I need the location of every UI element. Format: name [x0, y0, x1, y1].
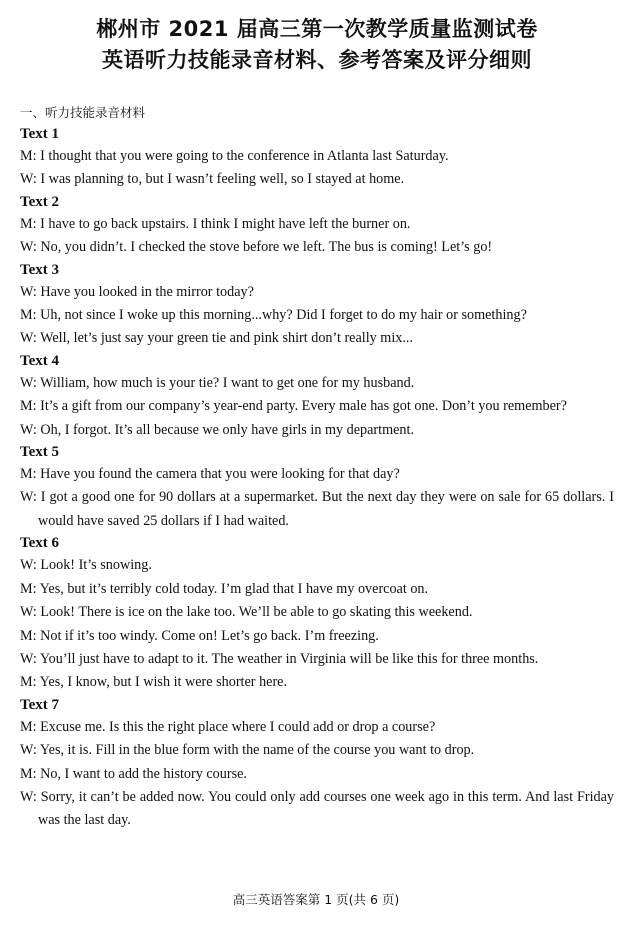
text-block	[20, 260, 614, 351]
text-heading: Text 7	[20, 696, 60, 713]
dialogue-line: W: Look! It’s snowing.	[20, 557, 152, 574]
text-block	[20, 351, 614, 442]
dialogue-line: M: I thought that you were going to the conference in Atlanta last Saturday.	[20, 148, 449, 164]
dialogue-line: W: Yes, it is. Fill in the blue form with the name of the course you want to drop.	[20, 742, 475, 759]
dialogue-line: W: Oh, I forgot. It’s all because we only have girls in my department.	[20, 421, 414, 438]
text-heading: Text 5	[20, 444, 60, 461]
text-heading: Text 1	[20, 126, 60, 142]
dialogue-line: W: Sorry, it can’t be added now. You could only add courses one week ago in this term. And last Friday was the last day.	[20, 788, 614, 829]
text-heading: Text 4	[20, 352, 60, 369]
dialogue-line: W: You’ll just have to adapt to it. The weather in Virginia will be like this for three months.	[20, 650, 539, 667]
transcript-body	[20, 124, 614, 833]
text-block	[20, 442, 614, 533]
text-block	[20, 124, 614, 192]
text-heading: Text 3	[20, 261, 60, 278]
text-block	[20, 695, 614, 833]
dialogue-line: M: Have you found the camera that you were looking for that day?	[20, 466, 400, 483]
dialogue-line: W: Well, let’s just say your green tie and pink shirt don’t really mix...	[20, 330, 414, 347]
dialogue-line: W: Have you looked in the mirror today?	[20, 283, 254, 300]
section-title: 一、听力技能录音材料	[20, 105, 146, 120]
dialogue-line: M: Yes, I know, but I wish it were shorter here.	[20, 674, 288, 691]
dialogue-line: M: I have to go back upstairs. I think I might have left the burner on.	[20, 215, 411, 232]
text-block	[20, 192, 614, 260]
dialogue-line: M: Uh, not since I woke up this morning...why? Did I forget to do my hair or something?	[20, 307, 527, 324]
text-heading: Text 2	[20, 193, 60, 210]
text-heading: Text 6	[20, 535, 60, 552]
dialogue-line: W: William, how much is your tie? I want to get one for my husband.	[20, 374, 415, 391]
dialogue-line: M: Not if it’s too windy. Come on! Let’s go back. I’m freezing.	[20, 627, 379, 644]
dialogue-line: W: Look! There is ice on the lake too. We’ll be able to go skating this weekend.	[20, 604, 473, 621]
dialogue-line: W: I was planning to, but I wasn’t feeling well, so I stayed at home.	[20, 171, 405, 188]
document-title-line1: 郴州市 2021 届高三第一次教学质量监测试卷	[96, 17, 538, 41]
dialogue-line: M: It’s a gift from our company’s year-end party. Every male has got one. Don’t you remember?	[20, 398, 567, 415]
dialogue-line: M: Excuse me. Is this the right place where I could add or drop a course?	[20, 718, 436, 735]
dialogue-line: M: No, I want to add the history course.	[20, 765, 247, 782]
dialogue-line: W: No, you didn’t. I checked the stove before we left. The bus is coming! Let’s go!	[20, 239, 493, 256]
text-block	[20, 533, 614, 694]
page-footer: 高三英语答案第 1 页(共 6 页)	[232, 892, 400, 907]
dialogue-line: M: Yes, but it’s terribly cold today. I’m glad that I have my overcoat on.	[20, 580, 429, 597]
document-title-line2: 英语听力技能录音材料、参考答案及评分细则	[102, 48, 532, 72]
dialogue-line: W: I got a good one for 90 dollars at a supermarket. But the next day they were on sale for 65 dollars. I would have saved 25 dollars if I had waited.	[20, 489, 614, 529]
